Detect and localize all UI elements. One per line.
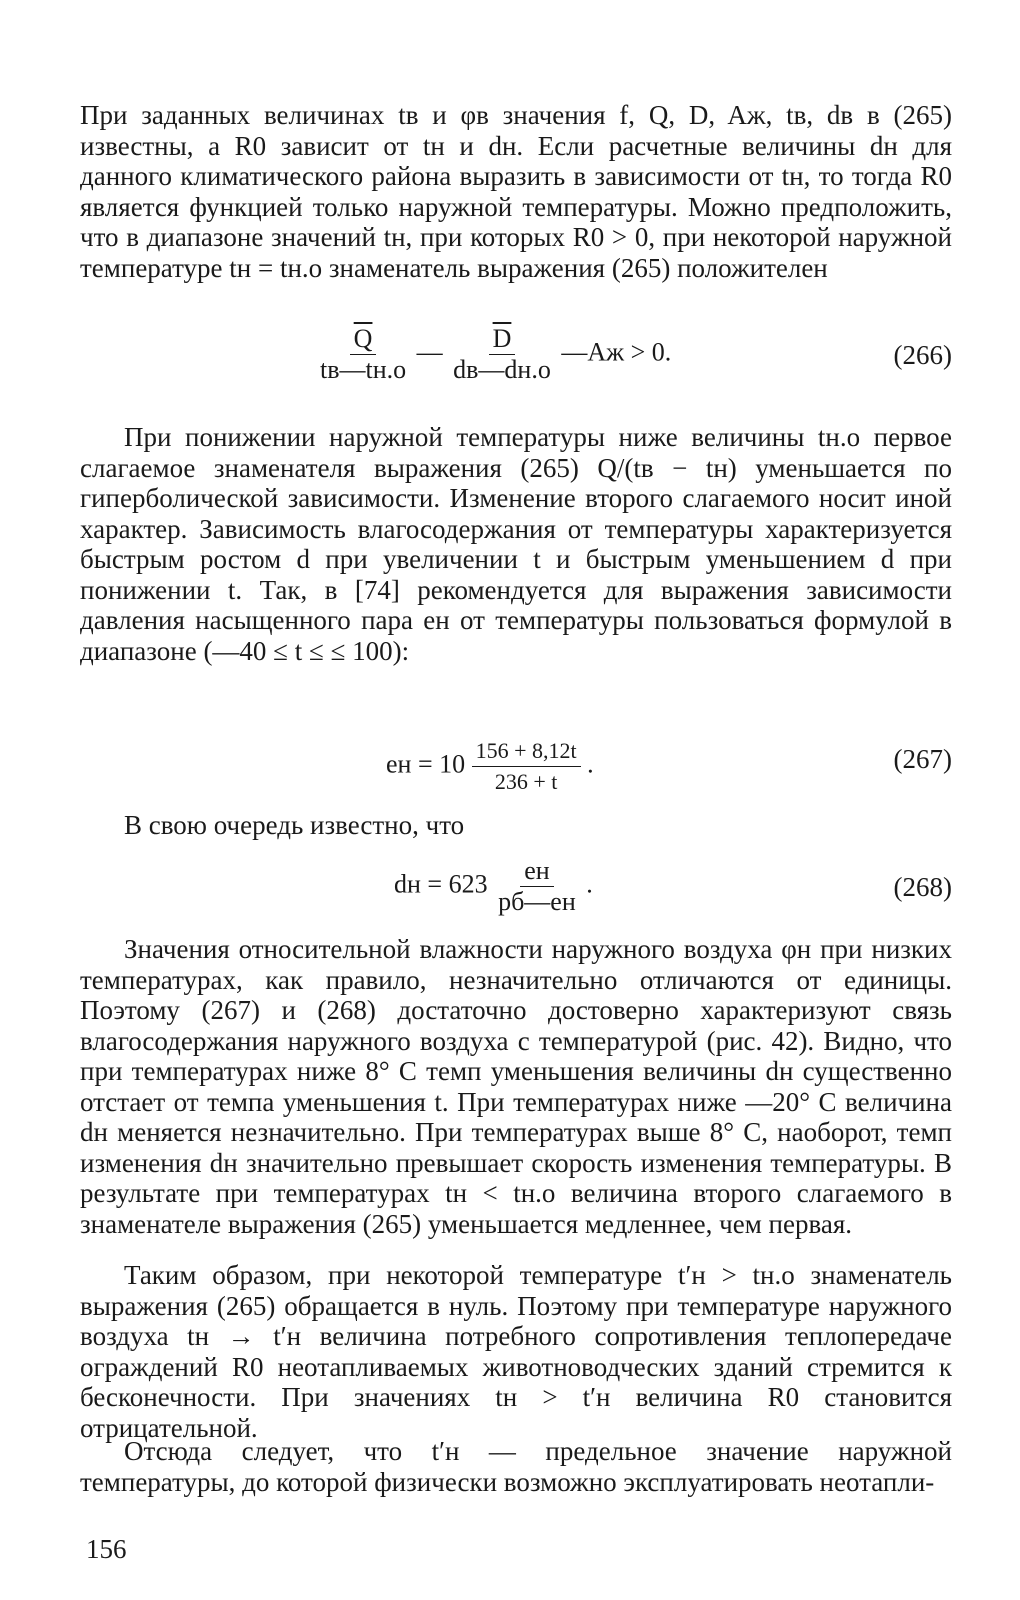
equation-number-266: (266)	[893, 340, 952, 370]
fraction-e: $\frac{eн}{pб—eн}$	[498, 856, 576, 916]
page-number: 156	[86, 1534, 127, 1564]
fraction-q: $\frac{\overline{Q}}{tв—tн.о}$	[320, 324, 407, 384]
equation-266: $\frac{\overline{Q}}{tв—tн.о}$ — $\frac{\overline{D}}{dв—dн.о}$ —Aж > 0.	[316, 326, 736, 390]
paragraph-5: Таким образом, при некоторой температуре t′н > tн.о знаменатель выражения (265) обращается в нуль. Поэтому при температуре наружного воздуха tн → t′н величина потребного сопротивления теплопередаче ограждений R0 неотапливаемых животноводческих зданий стремится к бесконечности. При значениях tн > t′н величина R0 становится отрицательной.	[80, 1260, 952, 1443]
paragraph-4: Значения относительной влажности наружного воздуха φн при низких температурах, как правило, незначительно отличаются от единицы. Поэтому (267) и (268) достаточно достоверно характеризуют связь влагосодержания наружного воздуха с температурой (рис. 42). Видно, что при температурах ниже 8° С темп уменьшения величины dн существенно отстает от темпа уменьшения t. При температурах ниже —20° С величина dн меняется незначительно. При температурах выше 8° С, наоборот, темп изменения dн значительно превышает скорость изменения температуры. В результате при температурах tн < tн.о величина второго слагаемого в знаменателе выражения (265) уменьшается медленнее, чем первая.	[80, 934, 952, 1239]
paragraph-3: В свою очередь известно, что	[124, 810, 465, 840]
paragraph-6: Отсюда следует, что t′н — предельное значение наружной температуры, до которой физически возможно эксплуатировать неотапли-	[80, 1436, 952, 1497]
equation-268: dн = 623 $\frac{eн}{pб—eн}$ .	[394, 856, 593, 916]
exponent-fraction: $\frac{156 + 8,12t}{236 + t}$	[472, 738, 581, 795]
equation-number-268: (268)	[893, 872, 952, 902]
equation-267: eн = 10 $\frac{156 + 8,12t}{236 + t}$ .	[386, 738, 594, 794]
equation-number-267: (267)	[893, 744, 952, 774]
paragraph-1: При заданных величинах tв и φв значения f, Q, D, Aж, tв, dв в (265) известны, а R0 зависит от tн и dн. Если расчетные величины dн для данного климатического района выразить в зависимости от tн, то тогда R0 является функцией только наружной температуры. Можно предположить, что в диапазоне значений tн, при которых R0 > 0, при некоторой наружной температуре tн = tн.о знаменатель выражения (265) положителен	[80, 100, 952, 283]
paragraph-2: При понижении наружной температуры ниже величины tн.о первое слагаемое знаменателя выражения (265) Q/(tв − tн) уменьшается по гиперболической зависимости. Изменение второго слагаемого носит иной характер. Зависимость влагосодержания от температуры характеризуется быстрым ростом d при увеличении t и быстрым уменьшением d при понижении t. Так, в [74] рекомендуется для выражения зависимости давления насыщенного пара eн от температуры пользоваться формулой в диапазоне (—40 ≤ t ≤ ≤ 100):	[80, 422, 952, 666]
fraction-d: $\frac{\overline{D}}{dв—dн.о}$	[453, 324, 551, 384]
